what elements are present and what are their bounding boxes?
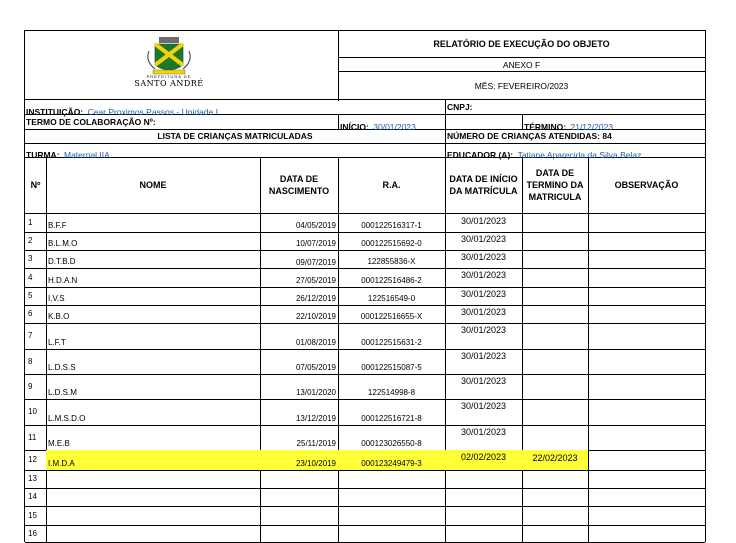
annex-label: ANEXO F (502, 60, 541, 70)
start-date: 02/02/2023 (460, 452, 507, 462)
child-name: L.M.S.D.O (48, 414, 86, 423)
ra-number: 000122515692-0 (361, 239, 422, 248)
institution-label: INSTITUIÇÃO: (26, 107, 84, 117)
table-row (25, 525, 705, 542)
class-value: Maternal IIA (63, 150, 110, 160)
birth-date: 01/08/2019 (295, 338, 336, 347)
child-name: I.V.S (48, 294, 65, 303)
list-title: LISTA DE CRIANÇAS MATRICULADAS (157, 131, 313, 141)
table-row (25, 268, 705, 287)
ra-number: 000122516721-8 (361, 414, 422, 423)
row-number: 8 (28, 356, 33, 366)
report-title: RELATÓRIO DE EXECUÇÃO DO OBJETO (433, 39, 610, 49)
row-number: 9 (28, 381, 33, 391)
table-row (25, 250, 705, 268)
birth-date: 09/07/2019 (295, 258, 336, 267)
table-row (25, 470, 705, 488)
ra-number: 000122515631-2 (361, 338, 422, 347)
table-row (25, 425, 705, 450)
row-number: 5 (28, 291, 33, 300)
month-label: MÊS: FEVEREIRO/2023 (474, 81, 569, 91)
start-date: 30/01/2023 (460, 234, 507, 244)
ra-number: 000123026550-8 (361, 439, 422, 448)
row-number: 14 (28, 492, 37, 501)
table-row (25, 305, 705, 323)
institution-value: Cear Proximos Passos - Unidade I (87, 107, 218, 117)
child-name: L.D.S.M (48, 388, 77, 397)
birth-date: 04/05/2019 (295, 221, 336, 230)
start-date: 30/01/2023 (460, 216, 507, 226)
ra-number: 000122516655-X (360, 312, 423, 321)
birth-date: 27/05/2019 (295, 276, 336, 285)
educator-label: EDUCADOR (A): (447, 150, 514, 160)
term-label: TERMO DE COLABORAÇÃO Nº: (26, 117, 156, 127)
child-name: L.F.T (48, 338, 66, 347)
report-sheet (24, 30, 706, 542)
ra-number: 000122516317-1 (361, 221, 422, 230)
col-header-name: NOME (139, 180, 167, 190)
child-name: L.D.S.S (48, 363, 76, 372)
table-row (25, 450, 705, 470)
col-header-number: Nº (30, 180, 41, 190)
start-date: 30/01/2023 (460, 427, 507, 437)
cnpj-label: CNPJ: (447, 102, 473, 112)
table-row (25, 374, 705, 399)
start-date: 30/01/2023 (460, 351, 507, 361)
col-header-end: DATA DE TERMINO DA MATRICULA (526, 168, 584, 202)
start-date: 30/01/2023 (460, 376, 507, 386)
end-value: 21/12/2023 (570, 122, 614, 132)
end-label: TÉRMINO: (524, 122, 567, 132)
child-name: M.E.B (48, 439, 70, 448)
col-header-start: DATA DE INÍCIO DA MATRÍCULA (449, 174, 518, 196)
table-row (25, 323, 705, 349)
row-number: 2 (28, 236, 33, 245)
class-label: TURMA: (26, 150, 60, 160)
ra-number: 122516549-0 (367, 294, 416, 303)
table-row (25, 506, 705, 525)
birth-date: 25/11/2019 (296, 439, 336, 448)
row-number: 16 (28, 528, 37, 538)
child-name: D.T.B.D (48, 257, 76, 266)
start-date: 30/01/2023 (460, 401, 507, 411)
row-number: 10 (28, 407, 37, 416)
start-value: 30/01/2023 (373, 122, 416, 132)
ra-number: 000122516486-2 (361, 276, 422, 285)
birth-date: 13/01/2020 (295, 388, 336, 397)
birth-date: 23/10/2019 (295, 459, 336, 468)
table-row (25, 232, 705, 250)
row-number: 3 (28, 254, 33, 263)
row-number: 13 (28, 474, 37, 483)
row-number: 11 (28, 432, 37, 442)
birth-date: 10/07/2019 (295, 239, 336, 248)
ra-number: 122514998-8 (367, 388, 416, 397)
row-number: 6 (28, 309, 33, 318)
birth-date: 26/12/2019 (295, 294, 336, 303)
col-header-birthdate: DATA DE NASCIMENTO (268, 174, 330, 196)
start-date: 30/01/2023 (460, 270, 507, 280)
child-name: B.F.F (48, 221, 67, 230)
table-row (25, 488, 705, 506)
ra-number: 122855836-X (367, 257, 416, 266)
birth-date: 13/12/2019 (295, 414, 336, 423)
col-header-observation: OBSERVAÇÃO (614, 180, 679, 190)
start-date: 30/01/2023 (460, 307, 507, 317)
birth-date: 07/05/2019 (295, 363, 336, 372)
ra-number: 000122515087-5 (361, 363, 422, 372)
logo-city-name: SANTO ANDRÉ (134, 79, 204, 88)
row-number: 7 (28, 331, 33, 340)
child-name: K.B.O (48, 312, 70, 321)
ra-number: 000123249479-3 (361, 459, 422, 468)
start-date: 30/01/2023 (460, 252, 507, 262)
child-name: H.D.A.N (48, 276, 78, 285)
child-name: I.M.D.A (48, 459, 75, 468)
table-row (25, 349, 705, 374)
educator-row (447, 145, 641, 163)
table-row (25, 399, 705, 425)
class-row (26, 145, 110, 163)
start-label: INÍCIO: (340, 122, 369, 132)
child-name: B.L.M.O (48, 239, 78, 248)
educator-value: Tatiane Aparecida da Silva Belaz (517, 150, 642, 160)
row-number: 1 (28, 218, 33, 227)
row-number: 15 (28, 510, 37, 520)
row-number: 4 (28, 272, 33, 282)
table-row (25, 214, 705, 232)
col-header-ra: R.A. (382, 180, 401, 190)
children-count: NÚMERO DE CRIANÇAS ATENDIDAS: 84 (447, 131, 612, 141)
row-number: 12 (28, 455, 37, 464)
start-date: 30/01/2023 (460, 325, 507, 335)
start-date: 30/01/2023 (460, 289, 507, 299)
end-date: 22/02/2023 (532, 453, 578, 463)
birth-date: 22/10/2019 (295, 312, 336, 321)
table-row (25, 287, 705, 305)
logo-prefix: PREFEITURA DE (146, 74, 192, 79)
